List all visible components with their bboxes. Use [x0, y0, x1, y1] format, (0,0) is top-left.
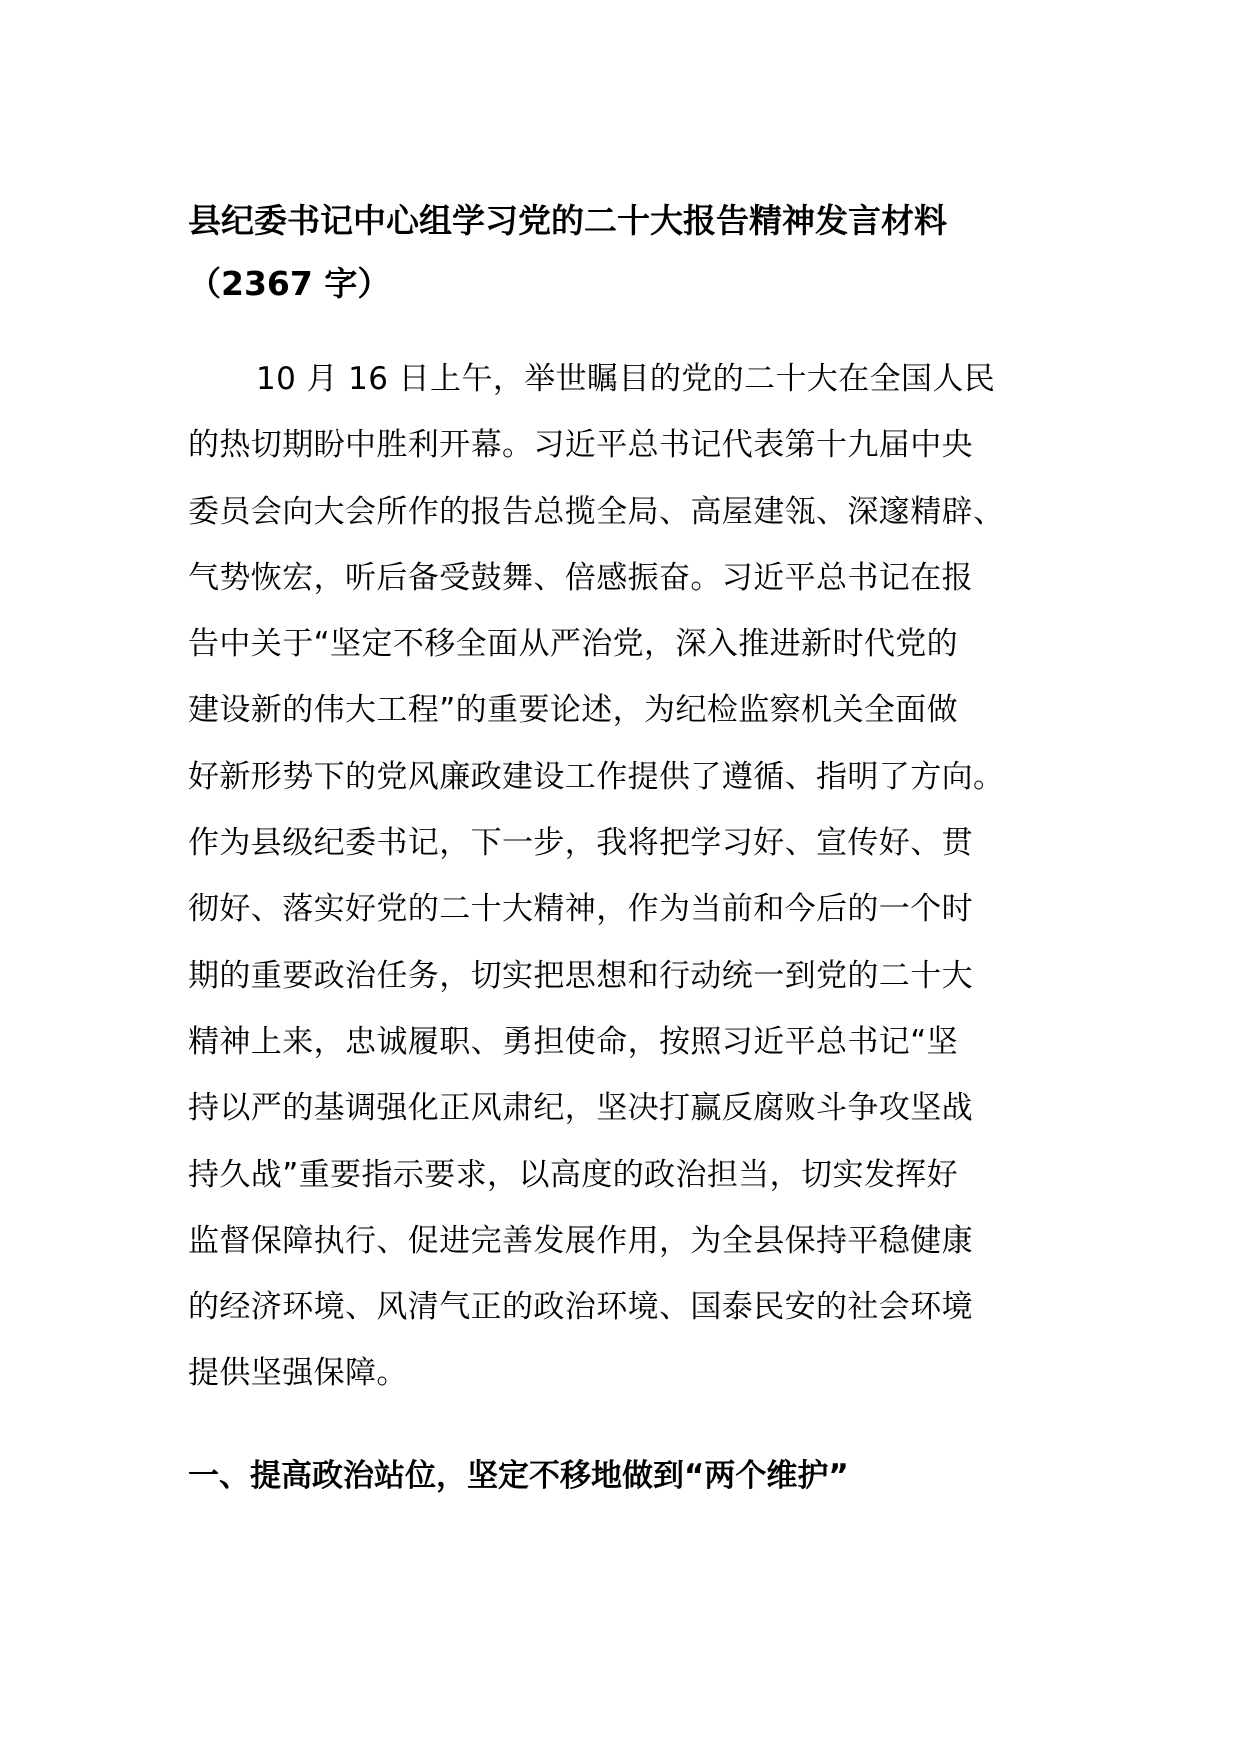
document-subtitle: （2367 字） — [188, 264, 391, 303]
paragraph-line: 提供坚强保障。 — [188, 1355, 408, 1392]
paragraph-line: 作为县级纪委书记，下一步，我将把学习好、宣传好、贯 — [188, 825, 973, 862]
paragraph-line: 的经济环境、风清气正的政治环境、国泰民安的社会环境 — [188, 1289, 973, 1326]
paragraph-line: 期的重要政治任务，切实把思想和行动统一到党的二十大 — [188, 957, 973, 994]
paragraph-line: 持久战”重要指示要求，以高度的政治担当，切实发挥好 — [188, 1156, 959, 1193]
paragraph-line: 彻好、落实好党的二十大精神，作为当前和今后的一个时 — [188, 891, 973, 928]
document-title: 县纪委书记中心组学习党的二十大报告精神发言材料 — [188, 201, 947, 240]
section-heading: 一、提高政治站位，坚定不移地做到“两个维护” — [188, 1458, 849, 1494]
paragraph-line: 精神上来，忠诚履职、勇担使命，按照习近平总书记“坚 — [188, 1023, 959, 1060]
paragraph-line: 的热切期盼中胜利开幕。习近平总书记代表第十九届中央 — [188, 427, 973, 464]
paragraph-line: 建设新的伟大工程”的重要论述，为纪检监察机关全面做 — [188, 692, 959, 729]
paragraph-line: 告中关于“坚定不移全面从严治党，深入推进新时代党的 — [188, 626, 959, 663]
paragraph-line: 监督保障执行、促进完善发展作用，为全县保持平稳健康 — [188, 1222, 973, 1259]
paragraph-line: 委员会向大会所作的报告总揽全局、高屋建瓴、深邃精辟、 — [188, 493, 1005, 530]
paragraph-line: 好新形势下的党风廉政建设工作提供了遵循、指明了方向。 — [188, 758, 1005, 795]
body-paragraph — [188, 346, 1048, 1407]
paragraph-line: 持以严的基调强化正风肃纪，坚决打赢反腐败斗争攻坚战 — [188, 1090, 973, 1127]
document-content — [188, 188, 1048, 1494]
paragraph-line: 10 月 16 日上午，举世瞩目的党的二十大在全国人民 — [256, 361, 996, 397]
paragraph-line: 气势恢宏，听后备受鼓舞、倍感振奋。习近平总书记在报 — [188, 559, 973, 596]
